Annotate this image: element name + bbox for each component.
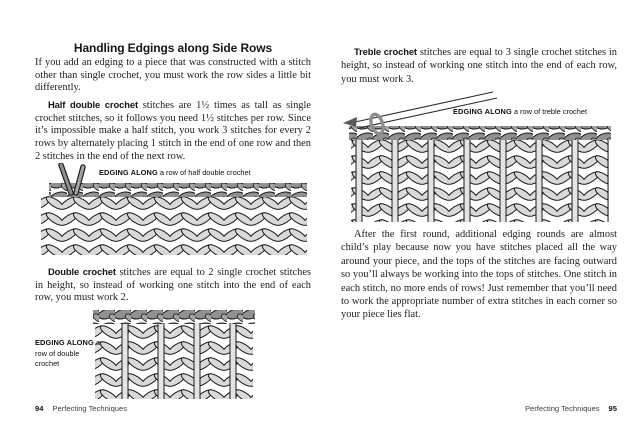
page-number: 95: [608, 404, 617, 413]
paragraph-treble-text: stitches are equal to 3 single crochet stitches in height, so instead of working one stitch into the end of each row, you must work 3.: [341, 47, 617, 85]
lead-treble-crochet: Treble crochet: [354, 46, 417, 57]
paragraph-double: [35, 266, 311, 305]
edging-row: [49, 183, 307, 197]
edging-row: [349, 126, 611, 140]
caption-lead: EDGING ALONG: [99, 168, 158, 177]
paragraph-treble: [341, 45, 617, 86]
figure-half-double-crochet: [35, 163, 311, 259]
page-right: [341, 0, 617, 448]
paragraph-half-double: [35, 99, 311, 164]
paragraph-intro: If you add an edging to a piece that was constructed with a stitch other than single crochet, you must work the row sides a little bit differently.: [35, 57, 311, 94]
figure-double-crochet: [35, 308, 311, 404]
caption-text: a row of half double crochet: [157, 168, 251, 177]
page-left: [35, 0, 311, 448]
footer-left: [35, 404, 311, 413]
page-number: 94: [35, 404, 44, 413]
swatch-body: [41, 196, 307, 255]
footer-section-title: Perfecting Techniques: [52, 404, 128, 413]
swatch-posts: [95, 323, 253, 399]
lead-double-crochet: Double crochet: [48, 266, 116, 277]
figure-caption-treble: [453, 107, 587, 118]
caption-lead: EDGING ALONG: [453, 107, 512, 116]
caption-text: a row of treble crochet: [511, 107, 588, 116]
paragraph-closing: After the first round, additional edging rounds are almost child’s play because now you have stitches placed all the way around your piece, and the tops of the stitches are facing outward so you’ll always be working into the tops of stitches. One stitch in each stitch, no more ends of rows! Just remember that you’ll need to work the appropriate number of extra stitches in each corner so your piece lies flat.: [341, 229, 617, 321]
swatch-posts: [351, 139, 609, 222]
edging-row: [93, 310, 255, 324]
lead-half-double-crochet: Half double crochet: [48, 99, 138, 110]
paragraph-double-text: stitches are equal to 2 single crochet stitches in height, so instead of working one stitch into the end of each row, you must work 2.: [35, 267, 311, 304]
footer-section-title: Perfecting Techniques: [524, 404, 600, 413]
caption-text: a row of double crochet: [35, 338, 100, 368]
figure-treble-crochet: [341, 90, 617, 228]
figure-caption-half-double: [99, 168, 251, 179]
figure-caption-double: [35, 338, 101, 370]
paragraph-half-double-text: stitches are 1½ times as tall as single crochet stitches, so it follows you need 1½ stitches per row. Since it’s impossible make a half stitch, you work 3 stitches for every 2 rows by alternately placing 1 stitch in the end of one row and then 2 stitches in the end of the next row.: [35, 100, 311, 162]
footer-right: [341, 404, 617, 413]
page-title: Handling Edgings along Side Rows: [73, 41, 273, 55]
caption-lead: EDGING ALONG: [35, 338, 94, 347]
